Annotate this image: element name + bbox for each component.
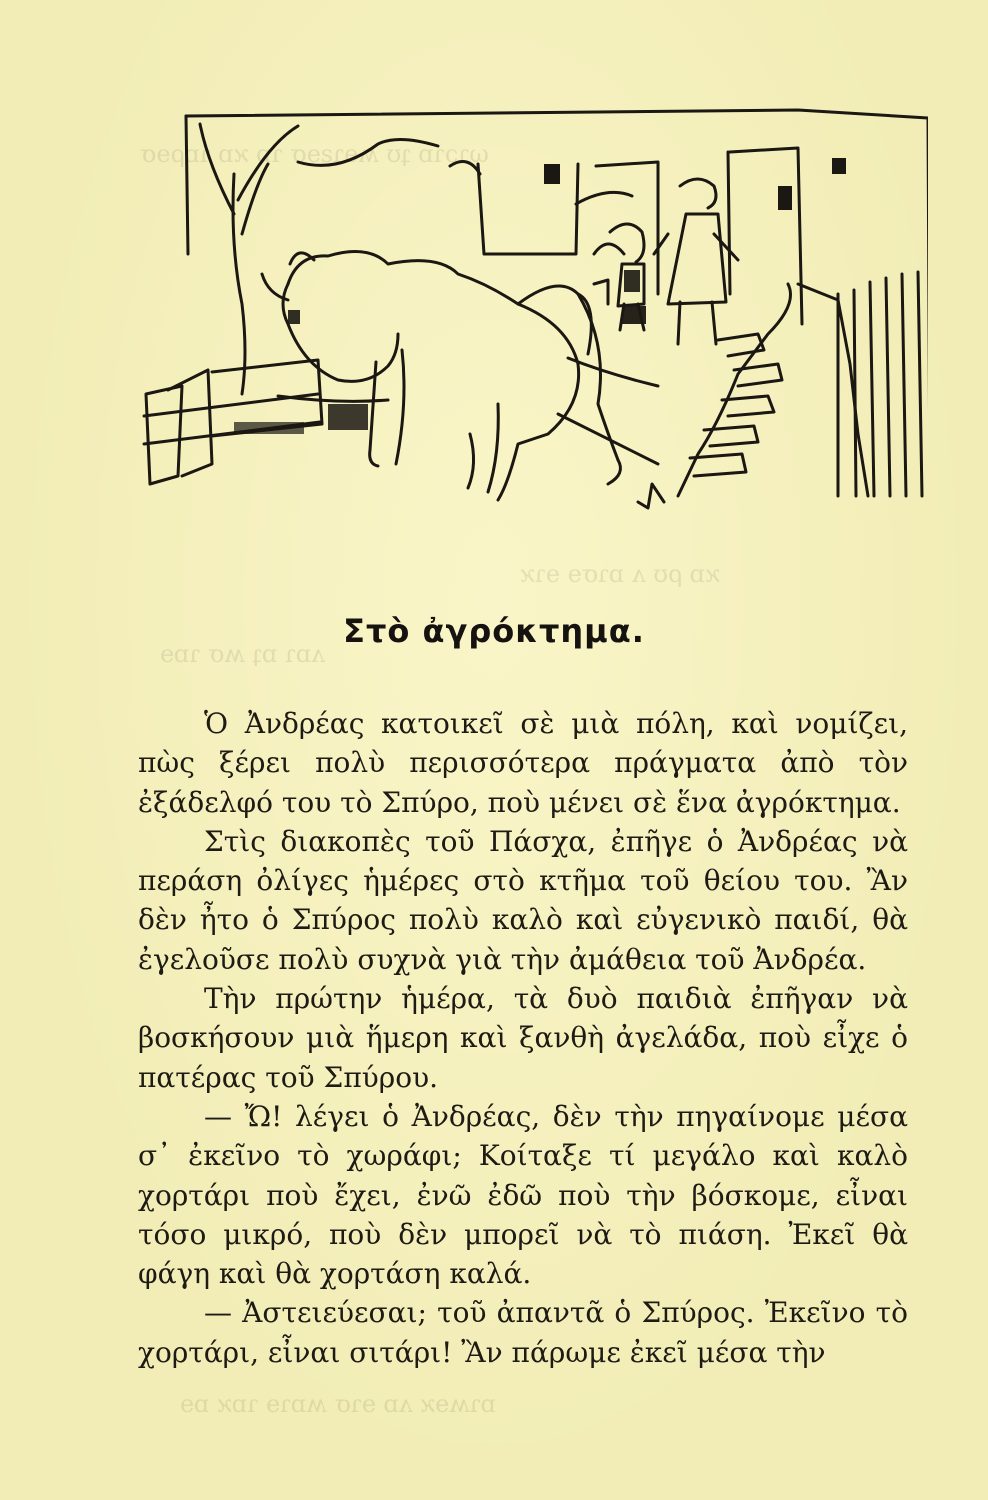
chapter-body — [138, 704, 908, 1372]
chapter-title: Στὸ ἀγρόκτημα. — [343, 612, 645, 650]
book-page: ωɿɔɿɒ ʇʊ ʍɘɿƨɘσ ɿɒ ϰɒ ɿɒρɘσ ϰɒ ρʊ ʌ ɒɿσɘ ɘɿϰ ʌɒɿ ɒʇ ʍσ ɿɒɘ ɒɿʍɘϰ ʌɒ ɘɿσ ʍɒɿɘ ɿɒϰ ɒɘ Στὸ ἀγρόκτημα. Ὁ Ἀνδρέας κατοικεῖ σὲ μιὰ πόλη, καὶ νομίζει, πὼς ξέρει πολὺ περισσότερα πράγματα ἀπὸ τὸν ἐξάδελφό του τὸ Σπύρο, ποὺ μένει σὲ ἕνα ἀγρόκτημα. Στὶς διακοπὲς τοῦ Πάσχα, ἐπῆγε ὁ Ἀνδρέας νὰ περάση ὀλίγες ἡμέρες στὸ κτῆμα τοῦ θείου του. Ἂν δὲν ἦτο ὁ Σπύρος πολὺ καλὸ καὶ εὐγενικὸ παιδί, θὰ ἐγελοῦσε πολὺ συχνὰ γιὰ τὴν ἀμάθεια τοῦ Ἀνδρέα. Τὴν πρώτην ἡμέρα, τὰ δυὸ παιδιὰ ἐπῆγαν νὰ βοσκήσουν μιὰ ἥμερη καὶ ξανθὴ ἀγελάδα, ποὺ εἶχε ὁ πατέρας τοῦ Σπύρου. — Ὤ! λέγει ὁ Ἀνδρέας, δὲν τὴν πηγαίνομε μέσα σ᾿ ἐκεῖνο τὸ χωράφι; Κοίταξε τί μεγάλο καὶ καλὸ χορτάρι ποὺ ἔχει, ἐνῶ ἐδῶ ποὺ τὴν βόσκομε, εἶναι τόσο μικρό, ποὺ δὲν μπορεῖ νὰ τὸ πιάση. Ἐκεῖ θὰ φάγη καὶ θὰ χορτάση καλά. — Ἀστειεύεσαι; τοῦ ἀπαντᾶ ὁ Σπύρος. Ἐκεῖνο τὸ χορτάρι, εἶναι σιτάρι! Ἂν πάρωμε ἐκεῖ μέσα τὴν — [0, 0, 988, 1500]
illustration-drawing — [138, 104, 928, 524]
paragraph-4: — Ὤ! λέγει ὁ Ἀνδρέας, δὲν τὴν πηγαίνομε μέσα σ᾿ ἐκεῖνο τὸ χωράφι; Κοίταξε τί μεγάλο καὶ καλὸ χορτάρι ποὺ ἔχει, ἐνῶ ἐδῶ ποὺ τὴν βόσκομε, εἶναι τόσο μικρό, ποὺ δὲν μπορεῖ νὰ τὸ πιάση. Ἐκεῖ θὰ φάγη καὶ θὰ χορτάση καλά. — [138, 1099, 908, 1291]
paragraph-3: Τὴν πρώτην ἡμέρα, τὰ δυὸ παιδιὰ ἐπῆγαν νὰ βοσκήσουν μιὰ ἥμερη καὶ ξανθὴ ἀγελάδα, ποὺ εἶχε ὁ πατέρας τοῦ Σπύρου. — [138, 982, 908, 1094]
paragraph-1: Ὁ Ἀνδρέας κατοικεῖ σὲ μιὰ πόλη, καὶ νομίζει, πὼς ξέρει πολὺ περισσότερα πράγματα ἀπὸ τὸν ἐξάδελφό του τὸ Σπύρο, ποὺ μένει σὲ ἕνα ἀγρόκτημα. — [138, 707, 908, 819]
paragraph-5: — Ἀστειεύεσαι; τοῦ ἀπαντᾶ ὁ Σπύρος. Ἐκεῖνο τὸ χορτάρι, εἶναι σιτάρι! Ἂν πάρωμε ἐκεῖ μέσα τὴν — [138, 1296, 908, 1369]
farm-illustration — [138, 104, 928, 524]
paragraph-2: Στὶς διακοπὲς τοῦ Πάσχα, ἐπῆγε ὁ Ἀνδρέας νὰ περάση ὀλίγες ἡμέρες στὸ κτῆμα τοῦ θείου του. Ἂν δὲν ἦτο ὁ Σπύρος πολὺ καλὸ καὶ εὐγενικὸ παιδί, θὰ ἐγελοῦσε πολὺ συχνὰ γιὰ τὴν ἀμάθεια τοῦ Ἀνδρέα. — [138, 824, 908, 976]
